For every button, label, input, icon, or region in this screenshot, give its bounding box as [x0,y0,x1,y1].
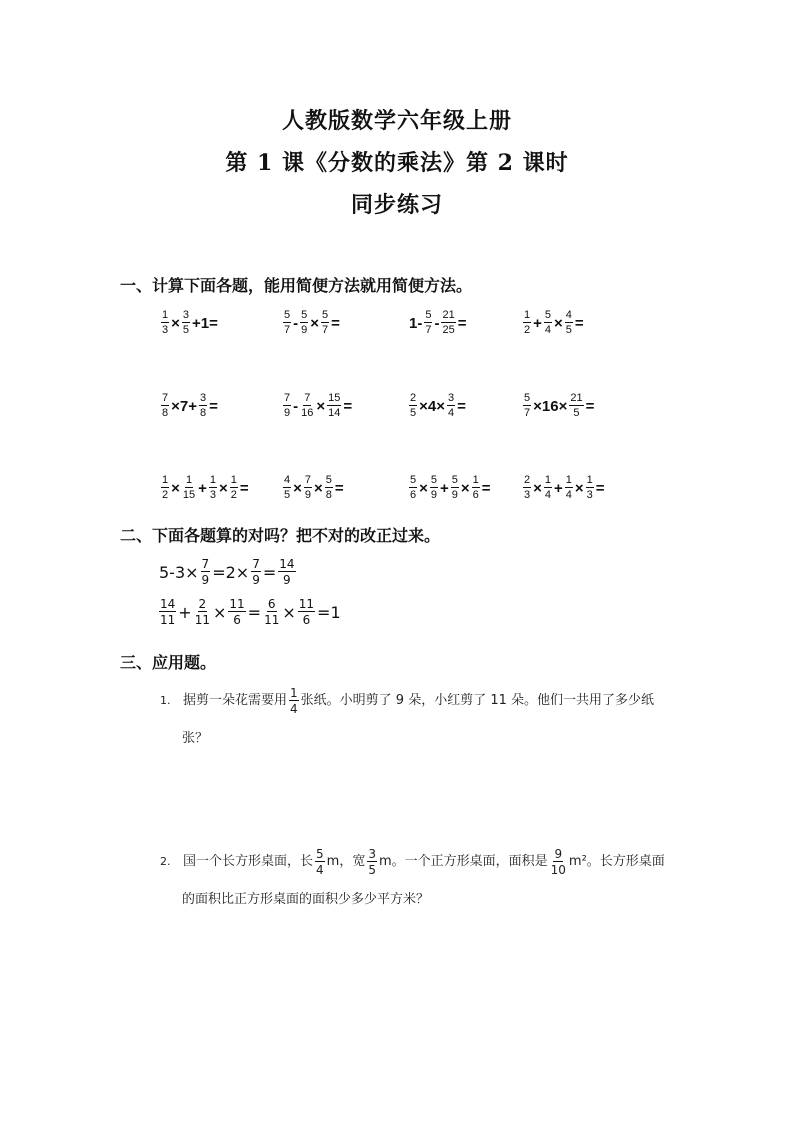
section-3-heading: 三、应用题。 [120,653,217,672]
numerator: 3 [448,392,455,404]
numerator: 7 [304,392,311,404]
exercise [282,475,345,501]
denominator: 11 [194,613,210,627]
exercise [522,475,606,501]
expr-text: - [293,397,299,415]
fraction [161,393,169,419]
expr-text: = [457,397,466,415]
problem-line: 的面积比正方形桌面的面积少多少平方米？ [182,892,430,907]
fraction [327,393,341,419]
numerator: 7 [162,392,169,404]
fraction [523,310,531,336]
fraction [430,475,438,501]
expr-text: m。一个正方形桌面，面积是 [378,854,548,869]
expr-text: = [595,479,605,497]
numerator: 5 [544,309,552,321]
denominator: 4 [290,702,298,716]
numerator: 1 [162,309,169,321]
denominator: 16 [301,407,314,419]
fraction [278,558,295,586]
section-1-heading: 一、计算下面各题，能用简便方法就用简便方法。 [120,276,473,295]
expr-text: - [293,314,299,332]
denominator: 10 [550,863,566,877]
fraction [300,310,308,336]
expr-text: × [212,602,227,622]
fraction [182,310,190,336]
expr-text: × [533,479,542,497]
denominator: 5 [573,407,580,419]
expr-text: m，宽 [326,854,366,869]
expr-text: × [419,479,428,497]
numerator: 5 [325,474,332,486]
problem-number: 1. [160,694,171,707]
numerator: 2 [524,474,531,486]
numerator: 5 [425,309,432,321]
expr-text: =2× [212,562,250,582]
denominator: 11 [264,613,280,627]
fraction [194,598,211,626]
denominator: 8 [200,407,207,419]
denominator: 6 [233,613,241,627]
fraction [565,475,573,501]
expr-text: = [262,562,277,582]
fraction [283,475,291,501]
fraction [209,475,217,501]
numerator: 14 [279,557,295,571]
numerator: 1 [290,686,298,700]
numerator: 5 [322,309,329,321]
fraction [441,310,455,336]
expr-text: 据剪一朵花需要用 [183,693,288,708]
denominator: 25 [442,324,455,336]
fraction [201,558,211,586]
denominator: 5 [284,489,291,501]
fraction [228,598,245,626]
denominator: 14 [328,407,341,419]
numerator: 4 [565,309,572,321]
exercise [522,310,585,336]
exercise [522,393,595,419]
fraction [298,598,315,626]
expr-text: ×4× [419,397,445,415]
numerator: 3 [182,309,190,321]
numerator: 3 [200,392,207,404]
denominator: 9 [201,573,210,587]
expr-text: × [171,479,180,497]
fraction [251,558,261,586]
denominator: 3 [209,489,217,501]
expr-text: × [219,479,228,497]
fraction [569,393,583,419]
numerator: 5 [284,309,291,321]
numerator: 1 [209,474,217,486]
numerator: 1 [565,474,572,486]
section-2-heading: 二、下面各题算的对吗？把不对的改正过来。 [120,526,441,545]
expr-text: +1= [192,314,218,332]
fraction [325,475,333,501]
fraction [523,475,531,501]
denominator: 9 [284,407,291,419]
fraction [289,687,299,715]
denominator: 5 [565,324,572,336]
numerator: 5 [451,474,458,486]
numerator: 5 [524,392,531,404]
word-problem [160,843,680,919]
denominator: 2 [230,489,237,501]
expr-text: = [481,479,491,497]
numerator: 2 [410,392,417,404]
exercise [282,310,341,336]
numerator: 1 [162,474,169,486]
numerator: 11 [229,597,245,611]
title-line-2: 第 1 课《分数的乘法》第 2 课时 [225,150,569,176]
numerator: 6 [267,597,276,611]
expr-text: × [574,479,584,497]
numerator: 7 [252,557,260,571]
numerator: 1 [230,474,237,486]
expr-text: + [198,479,207,497]
expr-text: 张纸。小明剪了 9 朵，小红剪了 11 朵。他们一共用了多少纸 [300,693,654,708]
denominator: 4 [565,489,572,501]
denominator: 9 [301,324,308,336]
expr-text: × [310,314,320,332]
fraction [182,475,196,501]
expr-text: =1 [317,602,341,622]
expr-text: m²。长方形桌面 [568,854,665,869]
expr-text: = [343,397,353,415]
problem-line: 张？ [182,731,209,746]
problem-number: 2. [160,855,171,868]
exercise [408,310,467,336]
denominator: 9 [451,489,458,501]
numerator: 1 [586,474,593,486]
denominator: 4 [544,489,552,501]
expr-text: 5-3× [159,562,199,582]
numerator: 1 [472,474,479,486]
expr-text: + [554,479,563,497]
expr-text: × [316,397,326,415]
expr-text: ×7+ [171,397,197,415]
fraction [321,310,329,336]
exercise [160,310,219,336]
expr-text: = [585,397,595,415]
fraction [315,848,325,876]
numerator: 5 [301,309,308,321]
denominator: 8 [162,407,169,419]
denominator: 9 [430,489,438,501]
title-line-3: 同步练习 [350,192,443,218]
numerator: 21 [442,309,455,321]
problem-line [160,682,680,720]
expr-text: = [209,397,218,415]
denominator: 3 [162,324,169,336]
denominator: 3 [524,489,531,501]
expr-text: = [239,479,249,497]
fraction [544,310,552,336]
expr-text: × [282,602,296,622]
fraction [451,475,459,501]
numerator: 1 [544,474,552,486]
numerator: 2 [198,597,207,611]
denominator: 2 [524,324,531,336]
denominator: 7 [284,324,291,336]
expr-text: + [533,314,542,332]
denominator: 5 [410,407,417,419]
fraction [283,310,291,336]
expr-text: + [178,602,192,622]
numerator: 14 [160,597,176,611]
expr-text: = [331,314,340,332]
expr-text: = [334,479,344,497]
problem-line [160,843,680,881]
numerator: 7 [304,474,312,486]
fraction [230,475,238,501]
expr-text: 国一个长方形桌面，长 [183,854,314,869]
numerator: 1 [185,474,193,486]
denominator: 6 [472,489,479,501]
fraction [263,598,280,626]
denominator: 15 [182,489,196,501]
denominator: 9 [252,573,260,587]
expr-text: × [171,314,180,332]
denominator: 4 [448,407,455,419]
expr-text: × [293,479,302,497]
exercise [160,393,219,419]
denominator: 11 [160,613,176,627]
fraction [447,393,455,419]
numerator: 4 [284,474,291,486]
check-line [158,558,297,586]
fraction [161,475,169,501]
title-line-1: 人教版数学六年级上册 [281,108,512,134]
fraction [283,393,291,419]
fraction [523,393,531,419]
exercise [408,393,467,419]
expr-text: × [460,479,470,497]
numerator: 7 [201,557,210,571]
fraction [565,310,573,336]
numerator: 11 [298,597,315,611]
exercise [408,475,492,501]
expr-text: × [554,314,563,332]
exercise [282,393,353,419]
word-problem [160,682,680,758]
denominator: 5 [368,863,376,877]
expr-text: + [440,479,449,497]
expr-text: 1- [409,314,423,332]
numerator: 5 [430,474,438,486]
numerator: 5 [410,474,417,486]
expr-text: = [574,314,584,332]
exercise [160,475,250,501]
expr-text: - [434,314,440,332]
expr-text: = [247,602,262,622]
fraction [159,598,176,626]
fraction [550,848,567,876]
fraction [199,393,207,419]
denominator: 7 [425,324,432,336]
denominator: 9 [304,489,312,501]
denominator: 7 [524,407,531,419]
numerator: 7 [284,392,291,404]
numerator: 9 [554,847,563,861]
fraction [544,475,552,501]
numerator: 5 [316,847,324,861]
numerator: 1 [524,309,531,321]
expr-text: ×16× [533,397,568,415]
denominator: 2 [162,489,169,501]
denominator: 3 [586,489,593,501]
numerator: 3 [368,847,376,861]
denominator: 6 [302,613,311,627]
denominator: 7 [322,324,329,336]
fraction [424,310,432,336]
denominator: 4 [544,324,552,336]
fraction [586,475,594,501]
expr-text: = [457,314,467,332]
denominator: 4 [316,863,324,877]
denominator: 5 [182,324,190,336]
fraction [472,475,480,501]
fraction [409,393,417,419]
denominator: 8 [325,489,332,501]
fraction [304,475,312,501]
check-line [158,598,342,626]
fraction [367,848,377,876]
denominator: 6 [410,489,417,501]
denominator: 9 [283,573,291,587]
fraction [409,475,417,501]
fraction [161,310,169,336]
numerator: 15 [328,392,341,404]
fraction [300,393,314,419]
numerator: 21 [570,392,583,404]
expr-text: × [314,479,323,497]
